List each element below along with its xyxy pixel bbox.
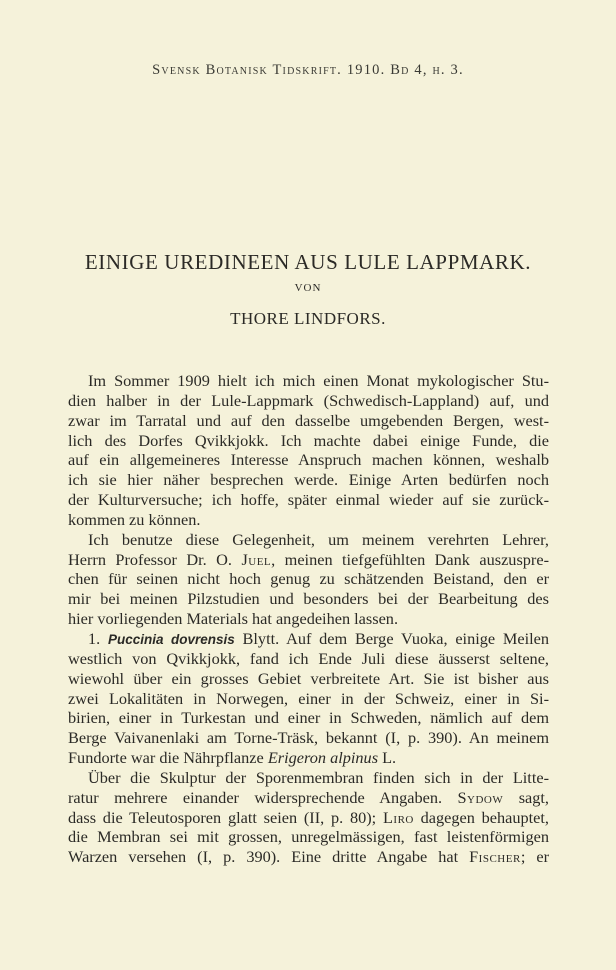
text-line	[68, 649, 549, 669]
text-segment: 1.	[88, 628, 108, 648]
text-segment: sagt,	[503, 787, 549, 807]
text-line	[68, 669, 549, 689]
text-line	[68, 411, 549, 431]
text-segment: die Membran sei mit grossen, unregelmässigen, fast leistenförmigen	[68, 827, 549, 847]
text-line	[68, 450, 549, 470]
article-title: EINIGE UREDINEEN AUS LULE LAPPMARK.	[84, 250, 532, 274]
text-segment: ich sie hier näher besprechen werde. Einige Arten bedürfen noch	[68, 470, 549, 490]
running-header: Svensk Botanisk Tidskrift. 1910. Bd 4, h. 3.	[152, 62, 464, 78]
text-line	[68, 728, 549, 748]
styled-text: Liro	[382, 807, 414, 827]
text-segment: auf ein allgemeineres Interesse Anspruch machen können, weshalb	[68, 450, 549, 470]
styled-text: Erigeron alpinus	[267, 748, 379, 768]
text-segment: kommen zu können.	[68, 509, 201, 529]
styled-text: Puccinia dovrensis	[108, 631, 235, 647]
article-body	[68, 371, 549, 867]
text-line	[68, 589, 549, 609]
text-segment: L.	[378, 748, 397, 768]
text-segment: der Kulturversuche; ich hoffe, später einmal wieder auf sie zurück-	[68, 490, 549, 510]
text-line	[68, 768, 549, 788]
text-line	[68, 431, 549, 451]
article-author: THORE LINDFORS.	[230, 309, 386, 328]
text-segment: Fundorte war die Nährpflanze	[68, 748, 268, 768]
text-line	[68, 371, 549, 391]
text-line	[68, 827, 549, 847]
text-segment: Im Sommer 1909 hielt ich mich einen Monat mykologischer Stu-	[88, 371, 549, 390]
styled-text: Sydow	[457, 787, 504, 807]
text-segment: chen für seinen nicht hoch genug zu schätzenden Beistand, den er	[68, 569, 549, 589]
text-segment: dien halber in der Lule-Lappmark (Schwedisch-Lappland) auf, und	[68, 390, 549, 410]
text-line	[68, 510, 549, 530]
text-segment: westlich von Qvikkjokk, fand ich Ende Juli diese äusserst seltene,	[68, 648, 549, 668]
text-line	[68, 748, 549, 768]
text-segment: wiewohl über ein grosses Gebiet verbreitete Art. Sie ist bisher aus	[68, 668, 549, 688]
text-segment: Herrn Professor Dr. O.	[68, 549, 242, 569]
text-line	[68, 808, 549, 828]
text-segment: birien, einer in Turkestan und einer in Schweden, nämlich auf dem	[68, 708, 549, 728]
text-segment: ; er	[520, 847, 549, 867]
text-segment: lich des Dorfes Qvikkjokk. Ich machte dabei einige Funde, die	[68, 430, 549, 450]
text-line	[68, 788, 549, 808]
text-line	[68, 530, 549, 550]
text-line	[68, 847, 549, 867]
text-segment: zwar im Tarratal und auf den dasselbe umgebenden Bergen, west-	[68, 410, 549, 430]
text-segment: Warzen versehen (I, p. 390). Eine dritte Angabe hat	[68, 847, 470, 867]
text-line	[68, 391, 549, 411]
byline-von: VON	[294, 282, 322, 294]
text-segment: zwei Lokalitäten in Norwegen, einer in der Schweiz, einer in Si-	[68, 688, 549, 708]
text-segment: mir bei meinen Pilzstudien und besonders bei der Bearbeitung des	[68, 589, 549, 609]
text-line	[68, 550, 549, 570]
text-segment: Blytt. Auf dem Berge Vuoka, einige Meilen	[234, 628, 549, 648]
text-line	[68, 629, 549, 649]
text-segment: dagegen behauptet,	[413, 807, 550, 827]
text-segment: Berge Vaivanenlaki am Torne-Träsk, bekannt (I, p. 390). An meinem	[68, 728, 549, 748]
text-line	[68, 708, 549, 728]
styled-text: Fischer	[469, 847, 521, 867]
text-line	[68, 609, 549, 629]
text-line	[68, 470, 549, 490]
text-segment: , meinen tiefgefühlten Dank auszuspre-	[271, 549, 549, 569]
text-segment: Ich benutze diese Gelegenheit, um meinem verehrten Lehrer,	[88, 529, 549, 549]
text-segment: hier vorliegenden Materials hat angedeihen lassen.	[68, 609, 399, 629]
text-segment: Über die Skulptur der Sporenmembran finden sich in der Litte-	[88, 767, 549, 787]
text-segment: ratur mehrere einander widersprechende Angaben.	[68, 787, 458, 807]
text-segment: dass die Teleutosporen glatt seien (II, p. 80);	[68, 807, 383, 827]
text-line	[68, 689, 549, 709]
styled-text: Juel	[241, 549, 272, 569]
text-line	[68, 490, 549, 510]
text-line	[68, 569, 549, 589]
